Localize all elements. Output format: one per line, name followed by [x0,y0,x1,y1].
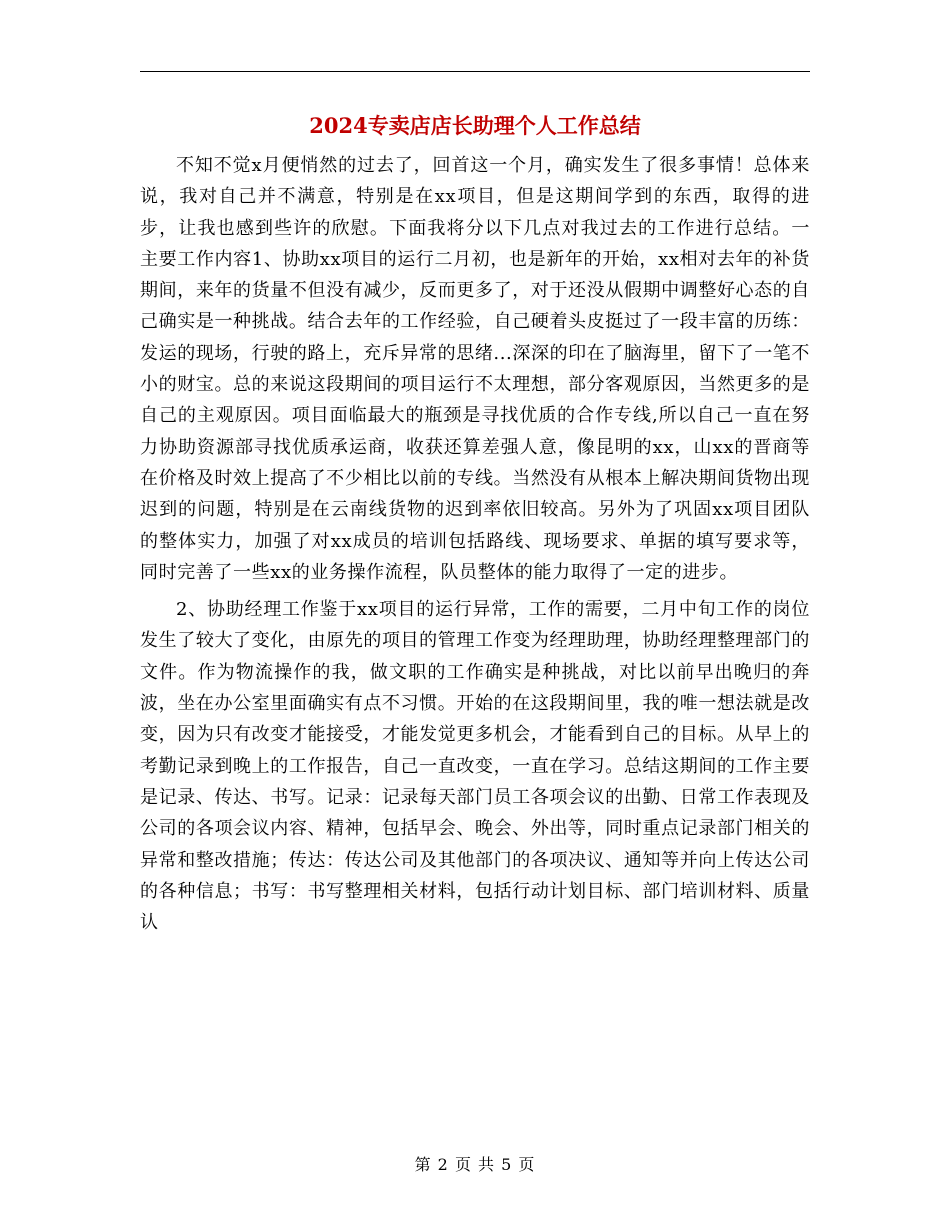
header-rule [140,71,810,72]
document-body [140,150,810,944]
document-title: 2024专卖店店长助理个人工作总结 [309,113,641,138]
page-footer: 第 2 页 共 5 页 [414,1155,536,1174]
body-paragraph-1: 不知不觉x月便悄然的过去了，回首这一个月，确实发生了很多事情！总体来说，我对自己并不满意，特别是在xx项目，但是这期间学到的东西，取得的进步，让我也感到些许的欣慰。下面我将分以下几点对我过去的工作进行总结。一 主要工作内容1、协助xx项目的运行二月初，也是新年的开始，xx相对去年的补货期间，来年的货量不但没有减少，反而更多了，对于还没从假期中调整好心态的自己确实是一种挑战。结合去年的工作经验，自己硬着头皮挺过了一段丰富的历练：发运的现场，行驶的路上，充斥异常的思绪...深深的印在了脑海里，留下了一笔不小的财宝。总的来说这段期间的项目运行不太理想，部分客观原因，当然更多的是自己的主观原因。项目面临最大的瓶颈是寻找优质的合作专线,所以自己一直在努力协助资源部寻找优质承运商，收获还算差强人意，像昆明的xx，山xx的晋商等在价格及时效上提高了不少相比以前的专线。当然没有从根本上解决期间货物出现迟到的问题，特别是在云南线货物的迟到率依旧较高。另外为了巩固xx项目团队的整体实力，加强了对xx成员的培训包括路线、现场要求、单据的填写要求等，同时完善了一些xx的业务操作流程，队员整体的能力取得了一定的进步。 [140,155,810,583]
body-paragraph-2: 2、协助经理工作鉴于xx项目的运行异常，工作的需要，二月中旬工作的岗位发生了较大了变化，由原先的项目的管理工作变为经理助理，协助经理整理部门的文件。作为物流操作的我，做文职的工作确实是种挑战，对比以前早出晚归的奔波，坐在办公室里面确实有点不习惯。开始的在这段期间里，我的唯一想法就是改变，因为只有改变才能接受，才能发觉更多机会，才能看到自己的目标。从早上的考勤记录到晚上的工作报告，自己一直改变，一直在学习。总结这期间的工作主要是记录、传达、书写。记录：记录每天部门员工各项会议的出勤、日常工作表现及公司的各项会议内容、精神，包括早会、晚会、外出等，同时重点记录部门相关的异常和整改措施；传达：传达公司及其他部门的各项决议、通知等并向上传达公司的各种信息；书写：书写整理相关材料，包括行动计划目标、部门培训材料、质量认 [140,599,810,934]
